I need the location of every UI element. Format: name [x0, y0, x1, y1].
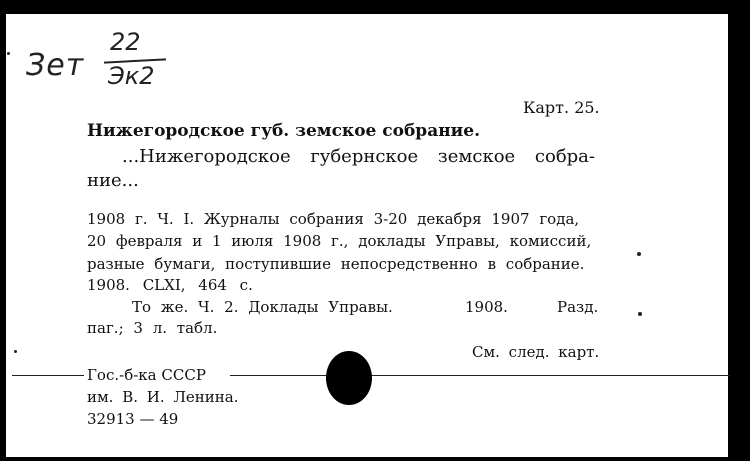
card-heading: Нижегородское губ. земское собрание.	[87, 121, 480, 141]
scan-speck	[638, 312, 642, 316]
see-next-card: См. след. карт.	[472, 343, 600, 361]
scan-border-bottom	[0, 457, 750, 461]
library-stamp-line-1: Гос.-б-ка СССР	[87, 366, 206, 384]
card-body-line-2: 20 февраля и 1 июля 1908 г., доклады Управы, комиссий,	[87, 232, 592, 250]
scan-speck	[637, 252, 641, 256]
card-body-line-5-pagination: Разд.	[557, 298, 599, 316]
scan-border-left	[0, 0, 6, 461]
scan-border-right	[728, 0, 750, 461]
card-body-line-1: 1908 г. Ч. I. Журналы собрания 3-20 декабря 1907 года,	[87, 210, 580, 228]
card-body-line-5-title: То же. Ч. 2. Доклады Управы.	[132, 298, 393, 316]
library-stamp-line-3: 32913 — 49	[87, 410, 179, 428]
scan-speck	[7, 52, 10, 55]
scan-border-top	[0, 0, 750, 14]
handwritten-denominator: Эк2	[108, 62, 155, 90]
card-punch-hole	[326, 351, 372, 405]
card-body-line-4: 1908. CLXI, 464 с.	[87, 276, 253, 294]
scan-speck	[14, 350, 17, 353]
handwritten-shelf-mark: Зет	[26, 48, 85, 83]
card-body-line-3: разные бумаги, поступившие непосредственно в собрание.	[87, 255, 585, 273]
card-body-line-6: паг.; 3 л. табл.	[87, 319, 218, 337]
stamp-rule-middle	[230, 375, 328, 376]
card-subtitle-line-2: ние...	[87, 170, 139, 191]
handwritten-numerator: 22	[110, 28, 141, 56]
stamp-rule-left	[12, 375, 84, 376]
card-body-line-5-year: 1908.	[465, 298, 508, 316]
card-subtitle-line-1: ...Нижегородское губернское земское собра-	[122, 146, 595, 167]
stamp-rule-right	[370, 375, 730, 376]
card-number: Карт. 25.	[523, 98, 600, 117]
library-stamp-line-2: им. В. И. Ленина.	[87, 388, 239, 406]
